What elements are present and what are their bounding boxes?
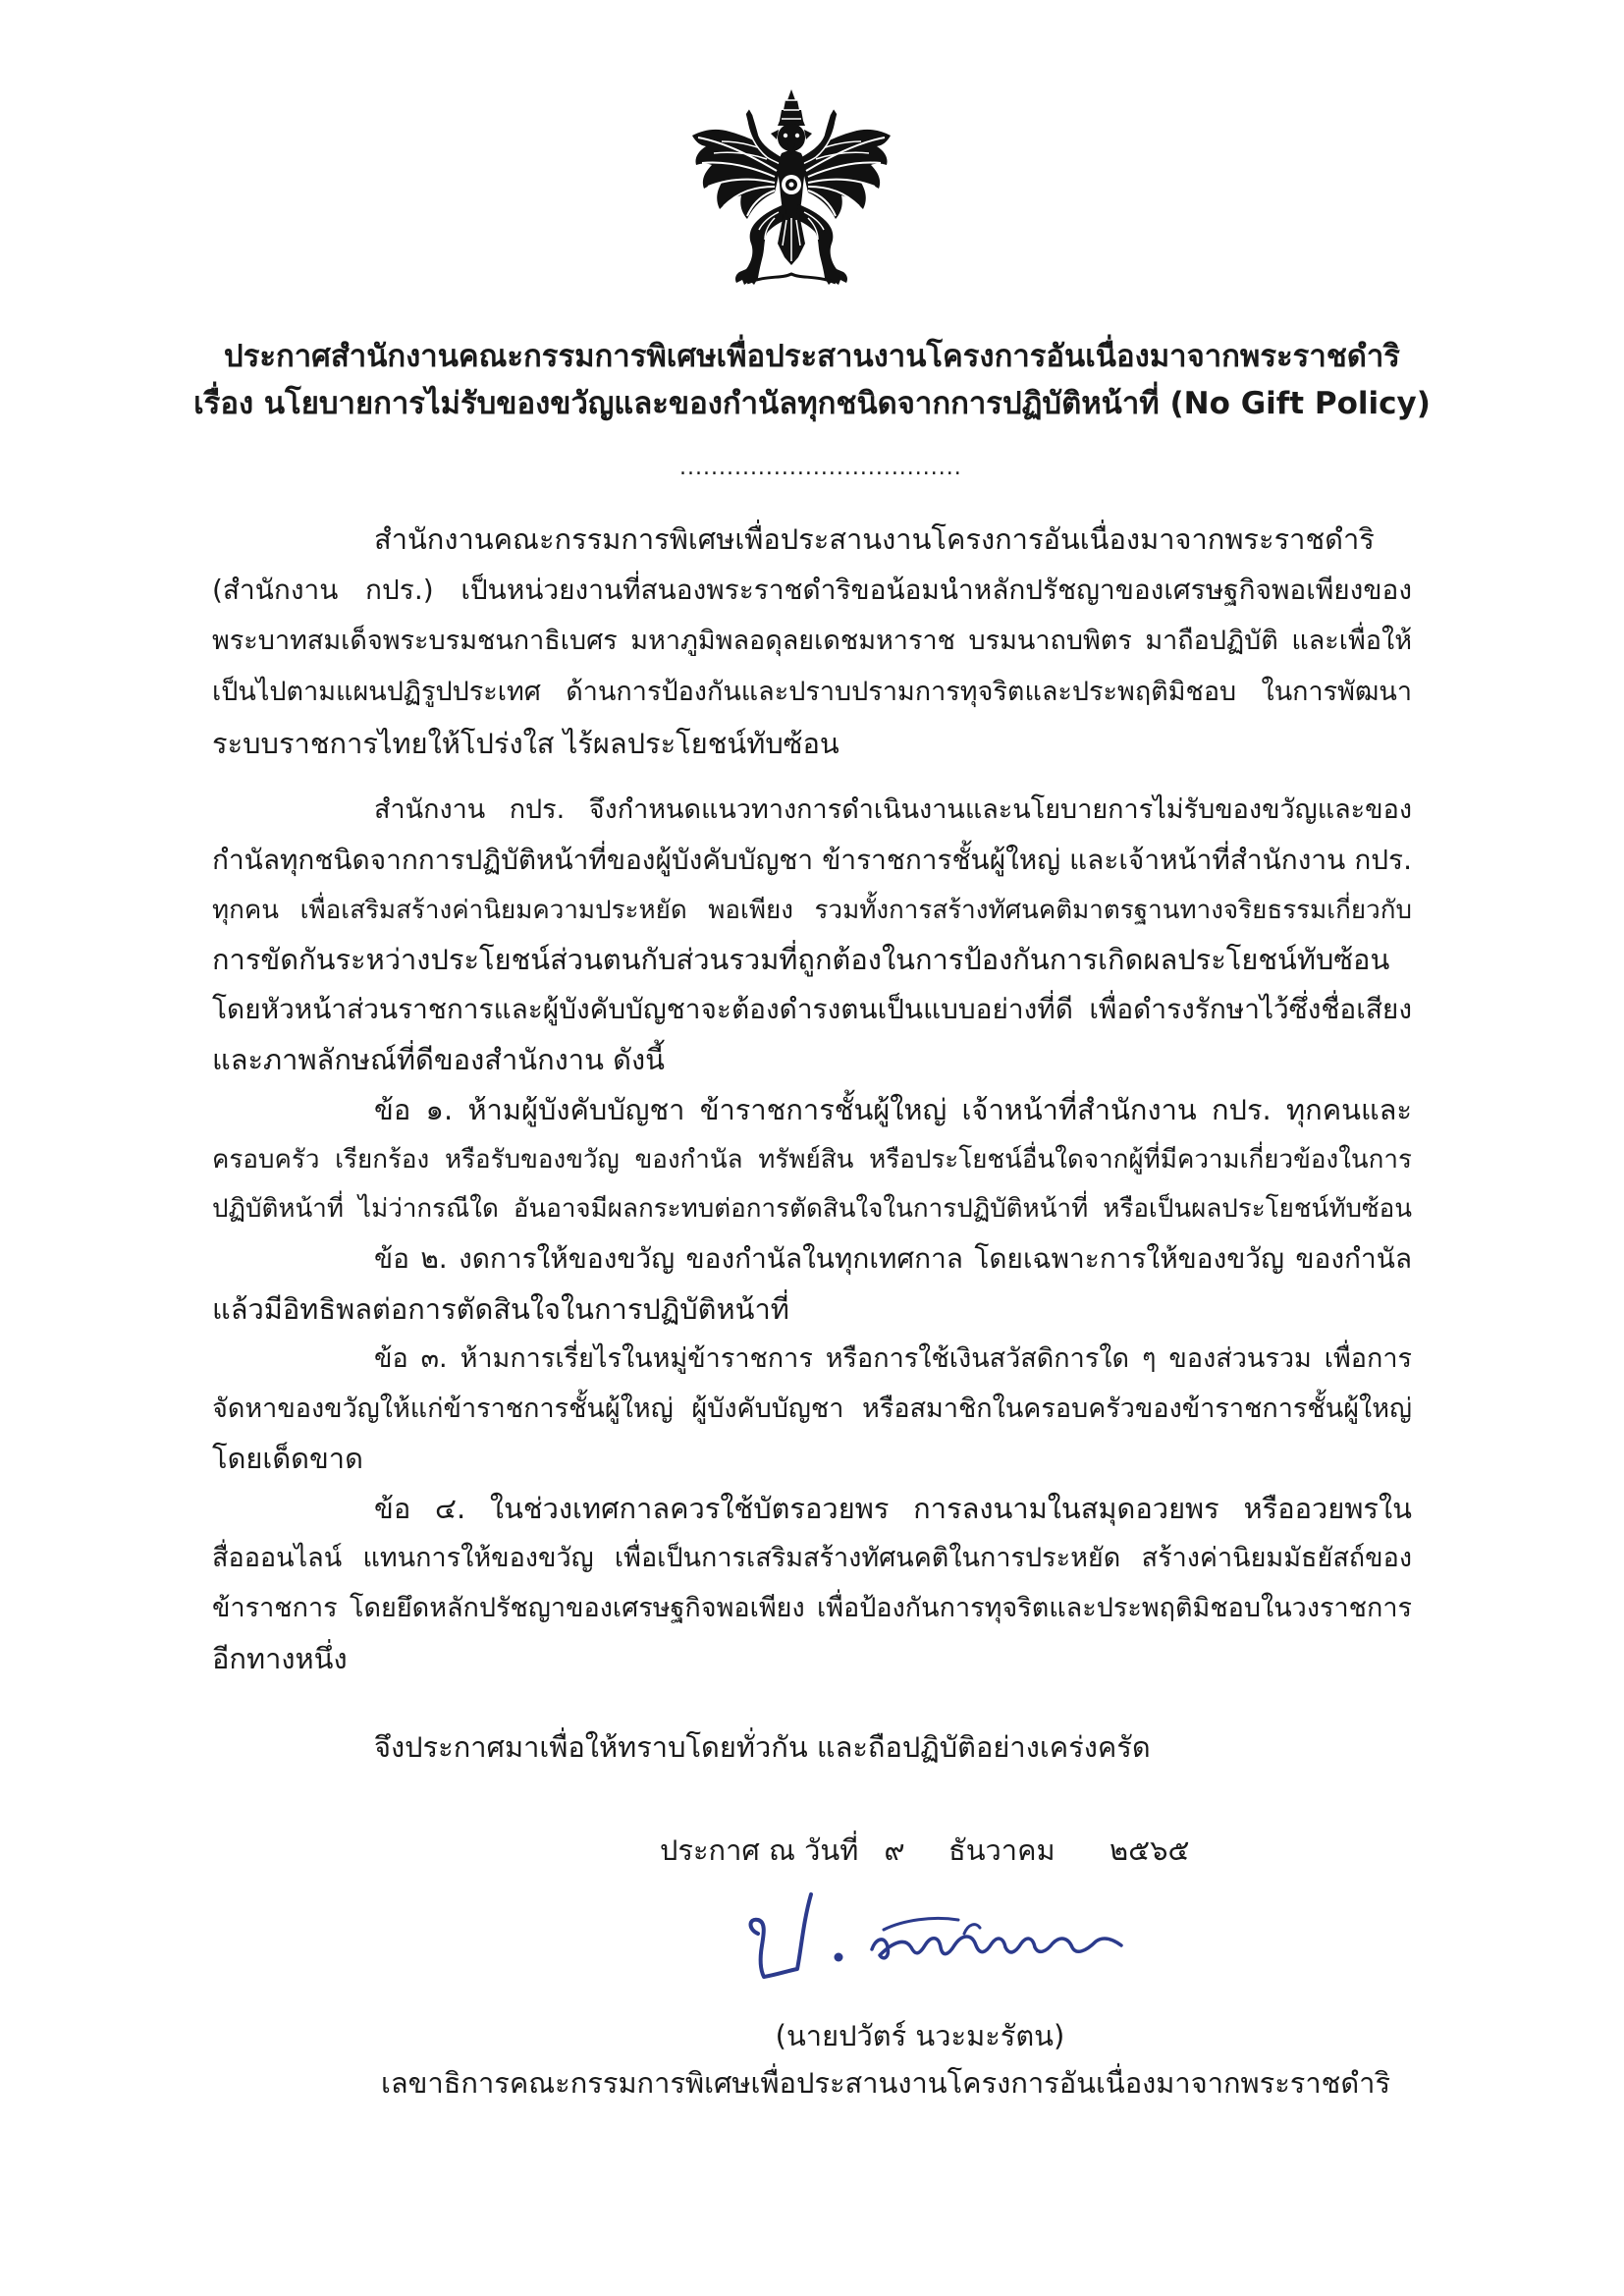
closing-line: จึงประกาศมาเพื่อให้ทราบโดยทั่วกัน และถือปฏิบัติอย่างเคร่งครัด (374, 1730, 1151, 1764)
dotted-separator: .................................... (679, 456, 962, 480)
paragraph-2-line: การขัดกันระหว่างประโยชน์ส่วนตนกับส่วนรวมที่ถูกต้องในการป้องกันการเกิดผลประโยชน์ทับซ้อน (212, 943, 1390, 977)
clause-1-line: ข้อ ๑. ห้ามผู้บังคับบัญชา ข้าราชการชั้นผู้ใหญ่ เจ้าหน้าที่สำนักงาน กปร. ทุกคนและ (374, 1092, 1412, 1126)
clause-3-line: โดยเด็ดขาด (212, 1442, 363, 1476)
clause-1-line: ปฏิบัติหน้าที่ ไม่ว่ากรณีใด อันอาจมีผลกระทบต่อการตัดสินใจในการปฏิบัติหน้าที่ หรือเป็นผลประโยชน์ทับซ้อน (212, 1194, 1412, 1225)
signatory-name: (นายปวัตร์ นวะมะรัตน) (775, 2019, 1065, 2052)
paragraph-1-line: พระบาทสมเด็จพระบรมชนกาธิเบศร มหาภูมิพลอดุลยเดชมหาราช บรมนาถบพิตร มาถือปฏิบัติ และเพื่อให้ (212, 626, 1412, 656)
date-day: ๙ (884, 1833, 905, 1867)
clause-4-line: สื่อออนไลน์ แทนการให้ของขวัญ เพื่อเป็นการเสริมสร้างทัศนคติในการประหยัด สร้างค่านิยมมัธยัสถ์ของ (212, 1542, 1412, 1573)
signature (736, 1890, 1129, 1998)
policy-body (212, 786, 1412, 1683)
paragraph-1-line: (สำนักงาน กปร.) เป็นหน่วยงานที่สนองพระราชดำริขอน้อมนำหลักปรัชญาของเศรษฐกิจพอเพียงของ (212, 574, 1412, 606)
paragraph-1-line: ระบบราชการไทยให้โปร่งใส ไร้ผลประโยชน์ทับซ้อน (212, 727, 839, 760)
paragraph-1-line: เป็นไปตามแผนปฏิรูปประเทศ ด้านการป้องกันและปราบปรามการทุจริตและประพฤติมิชอบ ในการพัฒนา (212, 677, 1412, 707)
paragraph-2-line: และภาพลักษณ์ที่ดีของสำนักงาน ดังนี้ (212, 1042, 665, 1076)
paragraph-1-line: สำนักงานคณะกรรมการพิเศษเพื่อประสานงานโครงการอันเนื่องมาจากพระราชดำริ (374, 522, 1375, 556)
date-year: ๒๕๖๕ (1110, 1833, 1190, 1867)
paragraph-2-line: โดยหัวหน้าส่วนราชการและผู้บังคับบัญชาจะต้องดำรงตนเป็นแบบอย่างที่ดี เพื่อดำรงรักษาไว้ซึ่งชื่อเสียง (212, 993, 1412, 1026)
clause-4-line: อีกทางหนึ่ง (212, 1641, 348, 1675)
paragraph-2 (212, 786, 1412, 1085)
paragraph-1 (212, 514, 1412, 769)
signatory-position: เลขาธิการคณะกรรมการพิเศษเพื่อประสานงานโครงการอันเนื่องมาจากพระราชดำริ (380, 2066, 1391, 2100)
closing-statement (374, 1722, 1412, 1773)
clause-3-line: จัดหาของขวัญให้แก่ข้าราชการชั้นผู้ใหญ่ ผู้บังคับบัญชา หรือสมาชิกในครอบครัวของข้าราชการชั้นผู้ใหญ่ (212, 1393, 1412, 1424)
paragraph-2-line: กำนัลทุกชนิดจากการปฏิบัติหน้าที่ของผู้บังคับบัญชา ข้าราชการชั้นผู้ใหญ่ และเจ้าหน้าที่สำนักงาน กปร. (212, 843, 1412, 876)
clause-2-line: แล้วมีอิทธิพลต่อการตัดสินใจในการปฏิบัติหน้าที่ (212, 1291, 789, 1326)
clause-3-line: ข้อ ๓. ห้ามการเรี่ยไรในหมู่ข้าราชการ หรือการใช้เงินสวัสดิการใด ๆ ของส่วนรวม เพื่อการ (374, 1342, 1412, 1374)
clause-3 (212, 1335, 1412, 1484)
announcement-subject: เรื่อง นโยบายการไม่รับของขวัญและของกำนัลทุกชนิดจากการปฏิบัติหน้าที่ (No Gift Policy) (193, 386, 1431, 421)
paragraph-2-line: สำนักงาน กปร. จึงกำหนดแนวทางการดำเนินงานและนโยบายการไม่รับของขวัญและของ (374, 794, 1412, 825)
clause-4 (212, 1484, 1412, 1683)
clause-1-line: ครอบครัว เรียกร้อง หรือรับของขวัญ ของกำนัล ทรัพย์สิน หรือประโยชน์อื่นใดจากผู้ที่มีความเกี่ยวข้องในการ (212, 1144, 1412, 1175)
date-prefix: ประกาศ ณ วันที่ (660, 1833, 859, 1867)
garuda-emblem (687, 88, 895, 291)
date-month: ธันวาคม (948, 1833, 1056, 1867)
clause-4-line: ข้อ ๔. ในช่วงเทศกาลควรใช้บัตรอวยพร การลงนามในสมุดอวยพร หรืออวยพรใน (374, 1492, 1412, 1526)
clause-4-line: ข้าราชการ โดยยึดหลักปรัชญาของเศรษฐกิจพอเพียง เพื่อป้องกันการทุจริตและประพฤติมิชอบในวงราชการ (212, 1592, 1412, 1623)
paragraph-2-line: ทุกคน เพื่อเสริมสร้างค่านิยมความประหยัด พอเพียง รวมทั้งการสร้างทัศนคติมาตรฐานทางจริยธรรมเกี่ยวกับ (212, 895, 1412, 925)
announcement-title: ประกาศสำนักงานคณะกรรมการพิเศษเพื่อประสานงานโครงการอันเนื่องมาจากพระราชดำริ (224, 339, 1400, 374)
clause-2-line: ข้อ ๒. งดการให้ของขวัญ ของกำนัลในทุกเทศกาล โดยเฉพาะการให้ของขวัญ ของกำนัล (374, 1242, 1412, 1276)
clause-2 (212, 1234, 1412, 1335)
clause-1 (212, 1085, 1412, 1234)
